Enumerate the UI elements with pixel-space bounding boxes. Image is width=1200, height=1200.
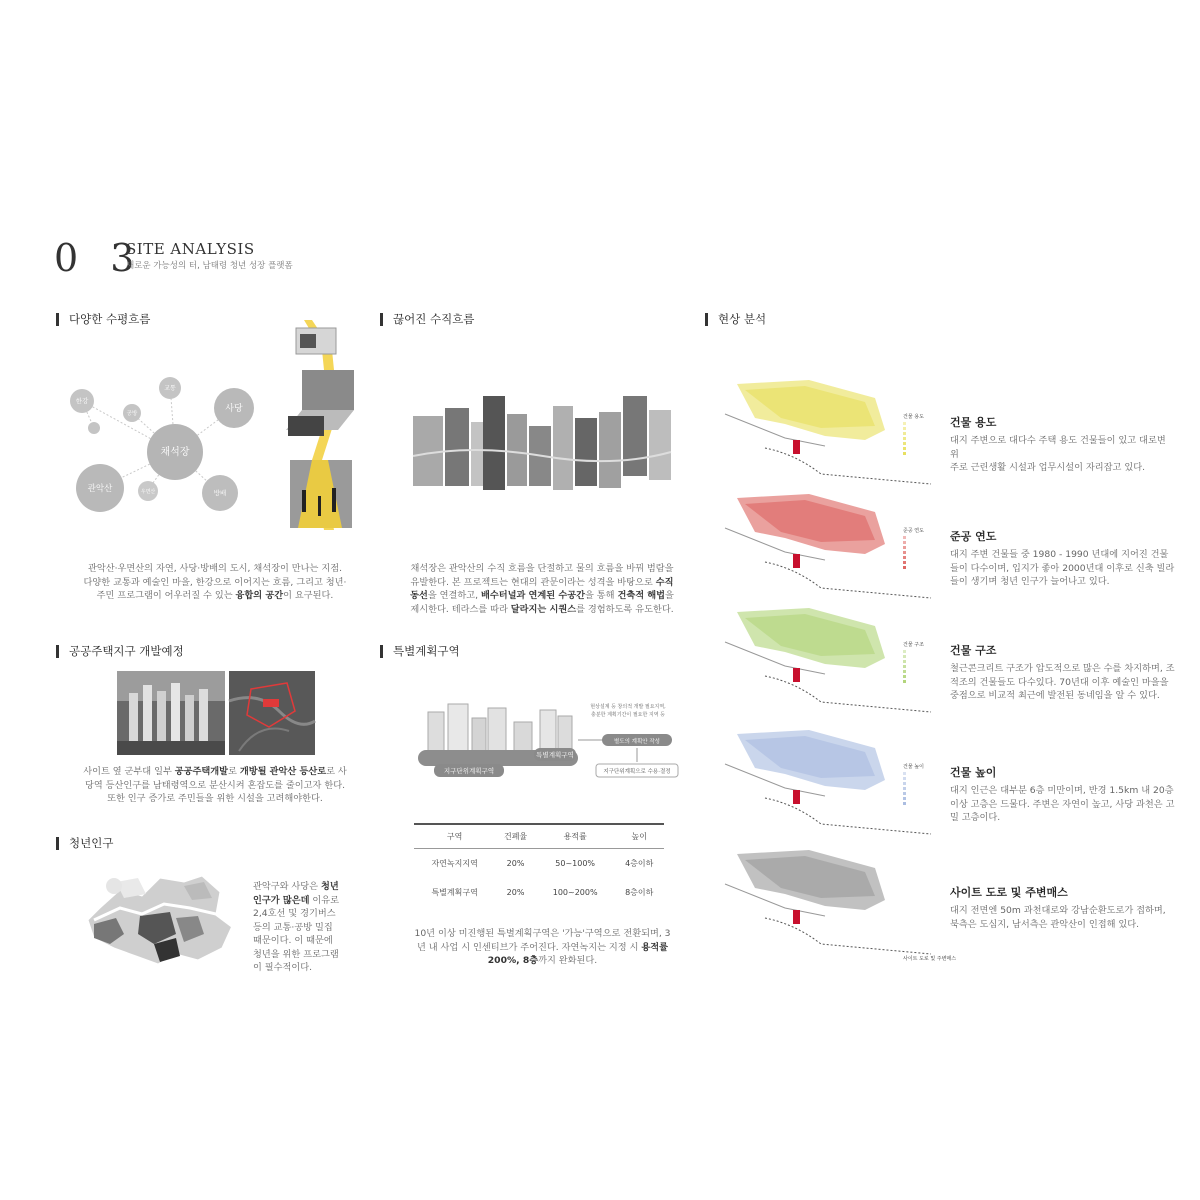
table-row: 특별계획구역 20% 100~200% 8층이하 — [431, 888, 654, 897]
heading-youth-population: 청년인구 — [56, 837, 113, 850]
legend-title: 건물 용도 — [903, 414, 924, 420]
bubble-label-center: 채석장 — [160, 447, 190, 458]
legend-swatches — [903, 413, 924, 455]
horizontal-flow-text: 관악산·우면산의 자연, 사당·방배의 도시, 채석장이 만나는 지점. 다양한 교통과 예술인 마을, 한강으로 이어지는 흐름, 그리고 청년· 주민 프로그램이 어우러질 수 있는 융합의 공간이 요구된다. — [83, 563, 347, 601]
section-title: SITE ANALYSIS — [126, 240, 255, 258]
svg-text:공방: 공방 — [126, 411, 138, 417]
seoul-district-map — [80, 868, 240, 968]
heading-horizontal-flow: 다양한 수평흐름 — [56, 313, 150, 326]
special-zone-table: 구역 건폐율 용적률 높이 자연녹지지역 20% 50~100% 4층이하 특별계획구역 20% 100~200% 8층이하 — [414, 823, 664, 907]
analysis-map-5 — [725, 848, 957, 963]
svg-text:지구단위계획구역: 지구단위계획구역 — [443, 767, 495, 775]
heading-public-housing: 공공주택지구 개발예정 — [56, 645, 184, 658]
vertical-flow-text: 채석장은 관악산의 수직 흐름을 단절하고 물의 흐름을 바꿔 범람을 유발한다. 본 프로젝트는 현대의 관문이라는 성격을 바탕으로 수직 동선을 연결하고, 배수터널과 연계된 수공간을 통해 건축적 해법을 제시한다. 테라스를 따라 달라지는 시퀀스를 경험하도록 유도한다. — [410, 563, 674, 615]
svg-text:충분한 계획기간이 필요한 지역 등: 충분한 계획기간이 필요한 지역 등 — [591, 712, 665, 718]
table-row: 자연녹지지역 20% 50~100% 4층이하 — [431, 859, 654, 868]
site-marker-icon — [793, 554, 800, 568]
youth-text: 관악구와 사당은 청년 인구가 많은데 이유로 2,4호선 및 경기버스 등의 교통·공방 밀집 때문이다. 이 때문에 청년을 위한 프로그램 이 필수적이다. — [253, 881, 339, 973]
heading-vertical-flow: 끊어진 수직흐름 — [380, 313, 474, 326]
analysis-text: 대지 주변으로 대다수 주택 용도 건물들이 있고 대로변 위 주로 근린생활 시설과 업무시설이 자리잡고 있다. — [950, 435, 1166, 473]
housing-photo-aerial — [117, 671, 225, 755]
section-subtitle: 새로운 가능성의 터, 남태령 청년 성장 플랫폼 — [126, 261, 293, 271]
legend-title: 건물 구조 — [903, 642, 924, 648]
legend-title: 사이트 도로 및 주변매스 — [903, 956, 957, 962]
legend-swatches — [903, 527, 924, 569]
site-marker-icon — [793, 910, 800, 924]
analysis-map-4 — [725, 728, 940, 843]
legend-swatches — [903, 763, 924, 805]
analysis-text: 대지 전면엔 50m 과천대로와 강남순환도로가 접하며, 북측은 도심지, 남서측은 관악산이 인접해 있다. — [950, 905, 1166, 930]
legend-swatches — [903, 955, 956, 962]
heading-special-planning: 특별계획구역 — [380, 645, 460, 658]
perspective-collage — [272, 320, 362, 530]
analysis-text: 대지 주변 건물들 중 1980 - 1990 년대에 지어진 건물 들이 다수이며, 입지가 좋아 2000년대 이후로 신축 빌라 들이 생기며 청년 인구가 늘어나고 있다. — [950, 549, 1175, 587]
site-marker-icon — [793, 668, 800, 682]
svg-text:사당: 사당 — [225, 404, 243, 414]
analysis-map-3 — [725, 606, 940, 721]
svg-text:지구단위계획으로 수용·결정: 지구단위계획으로 수용·결정 — [603, 769, 671, 775]
svg-text:관악산: 관악산 — [87, 484, 113, 494]
housing-site-map — [229, 671, 315, 755]
bubble-diagram — [60, 370, 270, 520]
analysis-text: 철근콘크리트 구조가 압도적으로 많은 수를 차지하며, 조 적조의 건물들도 다수있다. 70년대 이후 예술인 마을을 중점으로 비교적 최근에 발전된 동네임을 알 수 있다. — [950, 663, 1175, 701]
svg-text:별도의 계획안 작성: 별도의 계획안 작성 — [613, 739, 661, 745]
special-planning-diagram — [418, 700, 678, 780]
analysis-title: 준공 연도 — [950, 530, 997, 543]
svg-text:한강: 한강 — [75, 397, 89, 405]
vertical-flow-collage — [413, 396, 673, 496]
legend-title: 준공 연도 — [903, 528, 924, 534]
housing-text: 사이트 옆 군부대 일부 공공주택개발로 개방될 관악산 등산로로 사 당역 등산인구를 남태령역으로 분산시켜 혼잡도를 줄이고자 한다. 또한 인구 증가로 주민들을 위한 시설을 고려해야한다. — [83, 766, 347, 804]
svg-text:특별계획구역: 특별계획구역 — [536, 751, 574, 759]
heading-current-analysis: 현상 분석 — [705, 313, 766, 326]
section-number: 0 3 — [54, 236, 145, 280]
legend-swatches — [903, 641, 924, 683]
analysis-title: 건물 용도 — [950, 416, 997, 429]
analysis-title: 건물 높이 — [950, 766, 997, 779]
analysis-title: 사이트 도로 및 주변매스 — [950, 886, 1068, 899]
svg-text:방배: 방배 — [213, 489, 227, 497]
svg-text:교통: 교통 — [164, 385, 176, 392]
special-planning-text: 10년 이상 미진행된 특별계획구역은 '가능'구역으로 전환되며, 3 년 내 사업 시 인센티브가 주어진다. 자연녹지는 지정 시 용적률 200%, 8층까지 완화된다. — [414, 928, 671, 966]
site-marker-icon — [793, 440, 800, 454]
analysis-map-2 — [725, 492, 940, 607]
legend-title: 건물 높이 — [903, 764, 924, 770]
svg-text:우면산: 우면산 — [140, 489, 156, 495]
analysis-map-1 — [725, 378, 940, 493]
analysis-text: 대지 인근은 대부분 6층 미만이며, 반경 1.5km 내 20층 이상 고층은 드물다. 주변은 자연이 높고, 사당 과천은 고 밀 고층이다. — [950, 785, 1175, 823]
site-marker-icon — [793, 790, 800, 804]
svg-text:현상설계 등 창의적 개발 필요지역,: 현상설계 등 창의적 개발 필요지역, — [590, 704, 666, 710]
analysis-title: 건물 구조 — [950, 644, 997, 657]
